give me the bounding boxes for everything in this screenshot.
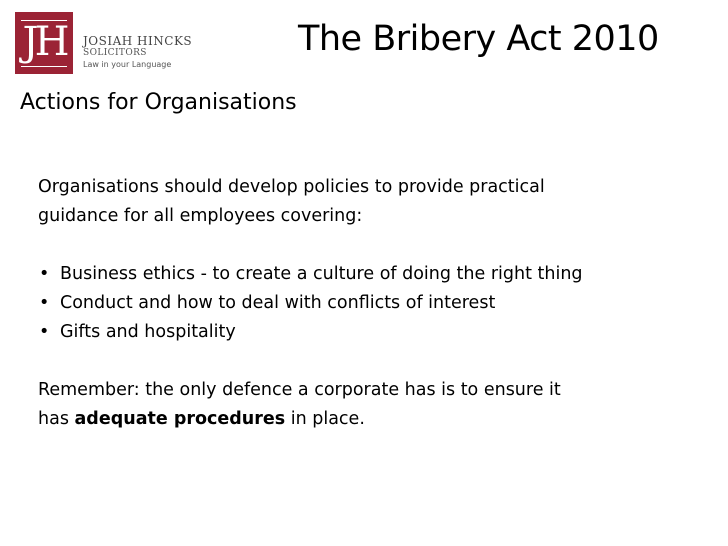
bullet-text: Gifts and hospitality	[60, 322, 236, 342]
slide-subtitle: Actions for Organisations	[20, 90, 297, 115]
remember-line-1: Remember: the only defence a corporate has is to ensure it	[38, 380, 561, 400]
bullet-item	[38, 318, 713, 347]
bullet-glyph: •	[39, 293, 50, 313]
logo-wordmark	[83, 34, 192, 70]
spacer	[38, 231, 713, 260]
spacer	[38, 347, 713, 376]
bullet-text: Conduct and how to deal with conflicts of interest	[60, 293, 496, 313]
logo-tagline: Law in your Language	[83, 60, 172, 69]
logo-name: JOSIAH HINCKS	[83, 34, 193, 48]
logo-monogram	[15, 12, 73, 74]
intro-line-1: Organisations should develop policies to provide practical	[38, 177, 545, 197]
remember-prefix: has	[38, 409, 75, 429]
emphasis-text: adequate procedures	[74, 409, 286, 429]
remember-suffix: in place.	[285, 409, 365, 429]
slide-title: The Bribery Act 2010	[298, 19, 659, 59]
company-logo	[15, 12, 225, 74]
remember-line-2	[38, 405, 713, 434]
slide-body	[38, 173, 713, 434]
logo-rule-bottom	[21, 66, 67, 67]
bullet-text: Business ethics - to create a culture of doing the right thing	[60, 264, 583, 284]
bullet-item	[38, 289, 713, 318]
bullet-glyph: •	[39, 322, 50, 342]
logo-subtitle: SOLICITORS	[83, 48, 147, 58]
intro-line-2: guidance for all employees covering:	[38, 206, 363, 226]
bullet-item	[38, 260, 713, 289]
bullet-glyph: •	[39, 264, 50, 284]
bullet-list	[38, 260, 713, 347]
logo-monogram-text: JH	[22, 19, 66, 65]
